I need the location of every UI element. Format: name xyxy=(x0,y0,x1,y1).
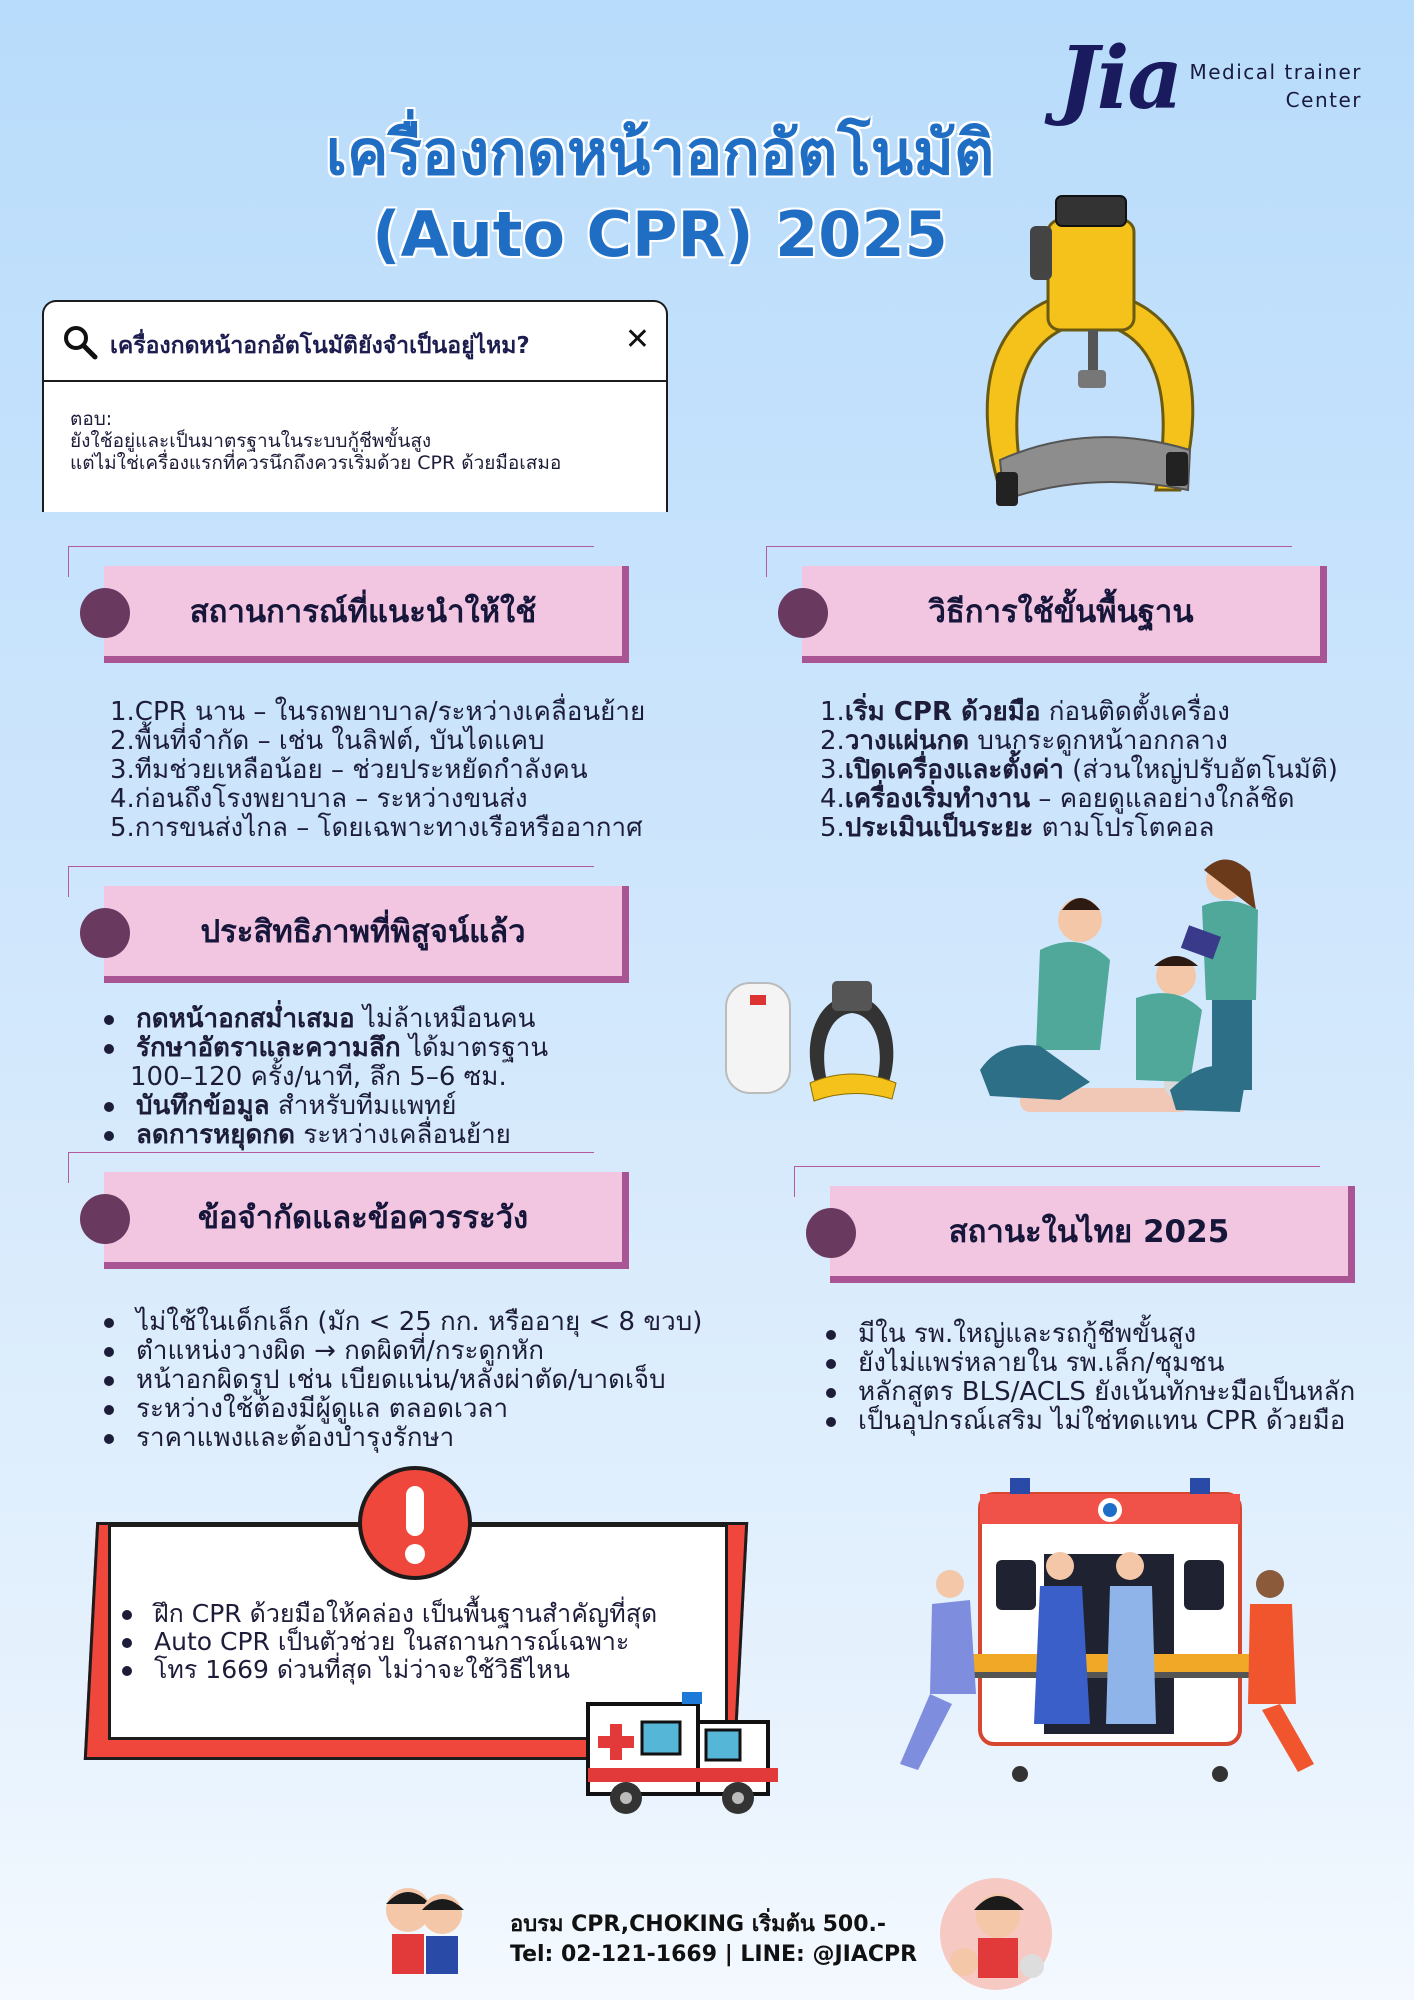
list-item: 2.พื้นที่จำกัด – เช่น ในลิฟต์, บันไดแคบ xyxy=(110,726,545,756)
search-bar[interactable] xyxy=(44,302,666,382)
section-header-basic-use xyxy=(802,566,1327,663)
list-item: รักษาอัตราและความลึก ได้มาตรฐาน xyxy=(104,1034,548,1063)
search-icon xyxy=(62,324,98,360)
close-icon[interactable]: ✕ xyxy=(624,322,650,357)
section-bullet-dot xyxy=(806,1208,856,1258)
answer-line-1: ยังใช้อยู่และเป็นมาตรฐานในระบบกู้ชีพขั้นสูง xyxy=(70,430,432,452)
section-title-thailand: สถานะในไทย 2025 xyxy=(948,1214,1230,1250)
list-item: ลดการหยุดกด ระหว่างเคลื่อนย้าย xyxy=(104,1121,548,1150)
list-item: หน้าอกผิดรูป เช่น เบียดแน่น/หลังผ่าตัด/บาดเจ็บ xyxy=(104,1366,702,1395)
list-item: หลักสูตร BLS/ACLS ยังเน้นทักษะมือเป็นหลัก xyxy=(826,1378,1355,1407)
recommended-list xyxy=(110,698,645,843)
section-title-recommended: สถานการณ์ที่แนะนำให้ใช้ xyxy=(189,594,537,630)
footer-promo: อบรม CPR,CHOKING เริ่มต้น 500.- xyxy=(510,1912,886,1937)
warning-item: ฝึก CPR ด้วยมือให้คล่อง เป็นพื้นฐานสำคัญที่สุด xyxy=(122,1594,657,1634)
list-item: 1.เริ่ม CPR ด้วยมือ ก่อนติดตั้งเครื่อง xyxy=(820,697,1230,727)
list-item: 1.CPR นาน – ในรถพยาบาล/ระหว่างเคลื่อนย้าย xyxy=(110,697,646,727)
section-header-recommended xyxy=(104,566,629,663)
section-title-limitations: ข้อจำกัดและข้อควรระวัง xyxy=(197,1200,529,1236)
list-item: 5.การขนส่งไกล – โดยเฉพาะทางเรือหรืออากาศ xyxy=(110,813,643,843)
list-item: 2.วางแผ่นกด บนกระดูกหน้าอกกลาง xyxy=(820,726,1228,756)
footer-contact[interactable]: Tel: 02-121-1669 | LINE: @JIACPR xyxy=(510,1942,918,1967)
brand-logo: Jia xyxy=(1058,28,1182,129)
ambulance-illustration xyxy=(582,1676,784,1818)
search-question: เครื่องกดหน้าอกอัตโนมัติยังจำเป็นอยู่ไหม? xyxy=(110,333,530,359)
mascot-rescue-illustration xyxy=(934,1876,1060,1994)
list-item: ตำแหน่งวางผิด → กดผิดที่/กระดูกหัก xyxy=(104,1337,702,1366)
section-header-limitations xyxy=(104,1172,629,1269)
warning-item: Auto CPR เป็นตัวช่วย ในสถานการณ์เฉพาะ xyxy=(122,1622,629,1662)
paramedics-illustration xyxy=(900,1474,1320,1794)
section-bullet-dot xyxy=(80,1194,130,1244)
list-item: ราคาแพงและต้องบำรุงรักษา xyxy=(104,1424,702,1453)
list-item: 3.เปิดเครื่องและตั้งค่า (ส่วนใหญ่ปรับอัตโนมัติ) xyxy=(820,755,1338,785)
section-title-basic-use: วิธีการใช้ขั้นพื้นฐาน xyxy=(928,594,1194,630)
brand-subtitle-line1: Medical trainer xyxy=(1189,60,1362,84)
list-item: กดหน้าอกสม่ำเสมอ ไม่ล้าเหมือนคน xyxy=(104,1005,548,1034)
list-item: บันทึกข้อมูล สำหรับทีมแพทย์ xyxy=(104,1092,548,1121)
section-header-effectiveness xyxy=(104,886,629,983)
section-bullet-dot xyxy=(80,588,130,638)
search-card xyxy=(42,300,668,512)
cpr-device-photos xyxy=(720,975,910,1105)
section-bullet-dot xyxy=(778,588,828,638)
list-item: 5.ประเมินเป็นระยะ ตามโปรโตคอล xyxy=(820,813,1215,843)
answer-label: ตอบ: xyxy=(70,408,113,430)
list-item: มีใน รพ.ใหญ่และรถกู้ชีพขั้นสูง xyxy=(826,1320,1355,1349)
list-item: ไม่ใช้ในเด็กเล็ก (มัก < 25 กก. หรืออายุ < 8 ขวบ) xyxy=(104,1308,702,1337)
page-title-line1: เครื่องกดหน้าอกอัตโนมัติ xyxy=(325,116,995,189)
mascot-couple-illustration xyxy=(376,1880,476,1992)
section-title-effectiveness: ประสิทธิภาพที่พิสูจน์แล้ว xyxy=(200,914,526,950)
limitations-list xyxy=(104,1308,702,1453)
brand-subtitle-line2: Center xyxy=(1285,88,1362,112)
warning-item: โทร 1669 ด่วนที่สุด ไม่ว่าจะใช้วิธีไหน xyxy=(122,1650,570,1690)
section-bullet-dot xyxy=(80,908,130,958)
list-item: 4.เครื่องเริ่มทำงาน – คอยดูแลอย่างใกล้ชิด xyxy=(820,784,1295,814)
list-item: 4.ก่อนถึงโรงพยาบาล – ระหว่างขนส่ง xyxy=(110,784,528,814)
cpr-training-illustration xyxy=(940,850,1290,1130)
list-item: เป็นอุปกรณ์เสริม ไม่ใช่ทดแทน CPR ด้วยมือ xyxy=(826,1407,1355,1436)
auto-cpr-device-illustration xyxy=(960,190,1220,510)
answer-line-2: แต่ไม่ใช่เครื่องแรกที่ควรนึกถึงควรเริ่มด้วย CPR ด้วยมือเสมอ xyxy=(70,452,562,474)
section-header-thailand xyxy=(830,1186,1355,1283)
page-title-line2: (Auto CPR) 2025 xyxy=(372,198,948,271)
thailand-list xyxy=(826,1320,1355,1436)
list-item-continuation: 100–120 ครั้ง/นาที, ลึก 5–6 ซม. xyxy=(130,1062,507,1092)
list-item: 3.ทีมช่วยเหลือน้อย – ช่วยประหยัดกำลังคน xyxy=(110,755,588,785)
basic-use-list xyxy=(820,698,1338,843)
list-item: ระหว่างใช้ต้องมีผู้ดูแล ตลอดเวลา xyxy=(104,1395,702,1424)
effectiveness-list xyxy=(104,1005,548,1150)
alert-icon xyxy=(356,1464,474,1582)
brand-subtitle xyxy=(1176,58,1362,114)
list-item: ยังไม่แพร่หลายใน รพ.เล็ก/ชุมชน xyxy=(826,1349,1355,1378)
